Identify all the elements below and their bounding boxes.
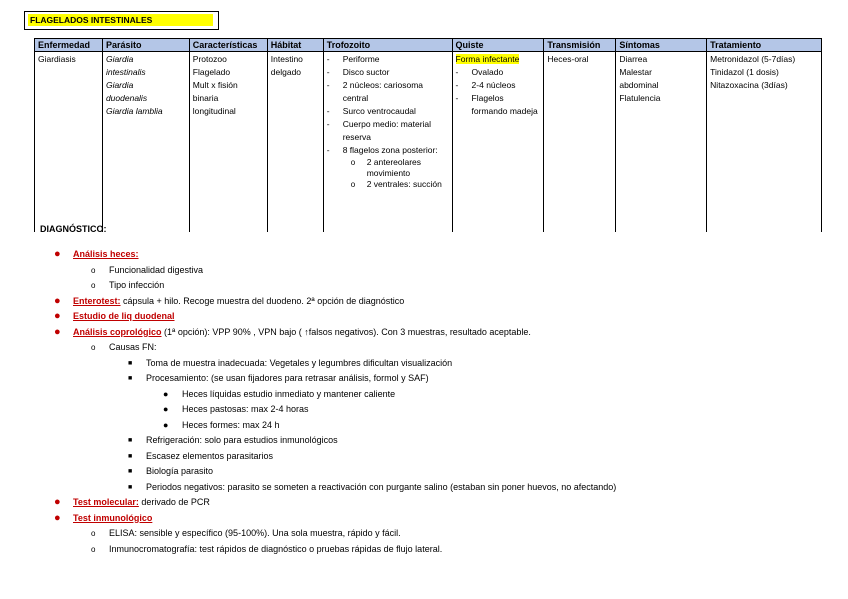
header-cell: Síntomas (616, 39, 707, 52)
circle-bullet-icon: o (91, 281, 96, 290)
list-item: ● Análisis coprológico (1ª opción): VPP 90% , VPN bajo ( ↑falsos negativos). Con 3 muestras, resultado aceptable. (40, 325, 830, 341)
list-item: ■ Biología parasito (40, 464, 830, 480)
circle-bullet-icon: o (91, 544, 96, 554)
cell-quiste (452, 52, 544, 232)
header-cell: Enfermedad (35, 39, 103, 52)
diagnostico-outline (40, 247, 830, 557)
list-item: ● Test molecular: derivado de PCR (40, 495, 830, 511)
header-cell: Características (189, 39, 267, 52)
list-item: ■ Escasez elementos parasitarios (40, 449, 830, 465)
header-cell: Transmisión (544, 39, 616, 52)
list-item: ● Heces formes: max 24 h (40, 418, 830, 434)
document-title-box (24, 11, 219, 30)
list-item: o Inmunocromatografía: test rápidos de diagnóstico o pruebas rápidas de flujo lateral. (40, 542, 830, 558)
list-item: ● Estudio de liq duodenal (40, 309, 830, 325)
bullet-icon: ● (54, 294, 61, 307)
list-item: ● Heces pastosas: max 2-4 horas (40, 402, 830, 418)
list-item: ● Análisis heces: (40, 247, 830, 263)
cell-habitat: Intestino delgado (267, 52, 323, 232)
cell-caracteristicas: Protozoo Flagelado Mult x fisión binaria longitudinal (189, 52, 267, 232)
cell-tratamiento: Metronidazol (5-7días) Tinidazol (1 dosis) Nitazoxacina (3días) (707, 52, 822, 232)
bullet-icon: ● (54, 248, 61, 260)
header-cell: Hábitat (267, 39, 323, 52)
list-item: - Disco suctor (327, 66, 449, 79)
bullet-icon: ● (54, 310, 61, 322)
list-item: - Flagelos formando madeja (456, 92, 541, 118)
header-cell: Trofozoito (323, 39, 452, 52)
list-item: ■ Toma de muestra inadecuada: Vegetales y legumbres dificultan visualización (40, 356, 830, 372)
diagnostico-heading: DIAGNÓSTICO: (40, 224, 107, 234)
table-header-row (35, 39, 822, 52)
cell-sintomas: Diarrea Malestar abdominal Flatulencia (616, 52, 707, 232)
bullet-icon: ● (163, 388, 169, 399)
list-item: o Funcionalidad digestiva (40, 263, 830, 279)
list-item: o Causas FN: (40, 340, 830, 356)
circle-bullet-icon: o (91, 529, 96, 538)
list-item: - 8 flagelos zona posterior: o 2 antereolares movimiento o 2 ventrales: succión (327, 144, 449, 190)
list-item: ● Enterotest: cápsula + hilo. Recoge muestra del duodeno. 2ª opción de diagnóstico (40, 294, 830, 310)
list-item: ● Heces líquidas estudio inmediato y mantener caliente (40, 387, 830, 403)
list-item: ■ Periodos negativos: parasito se someten a reactivación con purgante salino (estaban sin poner huevos, no afectando) (40, 480, 830, 496)
cell-transmision: Heces-oral (544, 52, 616, 232)
header-cell: Quiste (452, 39, 544, 52)
list-item: o Tipo infección (40, 278, 830, 294)
square-bullet-icon: ■ (128, 452, 133, 460)
list-item: - 2-4 núcleos (456, 79, 541, 92)
bullet-icon: ● (163, 404, 169, 414)
square-bullet-icon: ■ (128, 468, 133, 475)
list-item: - Surco ventrocaudal (327, 105, 449, 118)
list-item: - 2 núcleos: cariosoma central (327, 79, 449, 105)
table-row (35, 52, 822, 232)
cell-trofozoito (323, 52, 452, 232)
header-cell: Tratamiento (707, 39, 822, 52)
list-item: ● Test inmunológico (40, 511, 830, 527)
list-item: - Cuerpo medio: material reserva (327, 118, 449, 144)
bullet-icon: ● (54, 511, 61, 524)
cell-enfermedad: Giardiasis (35, 52, 103, 232)
square-bullet-icon: ■ (128, 359, 133, 367)
bullet-icon: ● (54, 496, 61, 508)
square-bullet-icon: ■ (128, 375, 133, 382)
header-cell: Parásito (102, 39, 189, 52)
list-item: ■ Refrigeración: solo para estudios inmunológicos (40, 433, 830, 449)
square-bullet-icon: ■ (128, 437, 133, 444)
sub-list-item: o 2 antereolares movimiento (351, 157, 449, 179)
document-title: FLAGELADOS INTESTINALES (28, 14, 213, 26)
sub-list-item: o 2 ventrales: succión (351, 179, 449, 190)
list-item: o ELISA: sensible y específico (95-100%). Una sola muestra, rápido y fácil. (40, 526, 830, 542)
list-item: ■ Procesamiento: (se usan fijadores para retrasar análisis, formol y SAF) (40, 371, 830, 387)
bullet-icon: ● (54, 325, 61, 338)
circle-bullet-icon: o (91, 265, 96, 275)
parasite-table (34, 38, 822, 232)
list-item: - Periforme (327, 53, 449, 66)
list-item: - Ovalado (456, 66, 541, 79)
circle-bullet-icon: o (91, 343, 96, 352)
square-bullet-icon: ■ (128, 483, 133, 491)
highlighted-text: Forma infectante (455, 54, 520, 64)
cell-parasito: Giardia intestinalis Giardia duodenalis Giardia lamblia (102, 52, 189, 232)
bullet-icon: ● (163, 419, 169, 430)
